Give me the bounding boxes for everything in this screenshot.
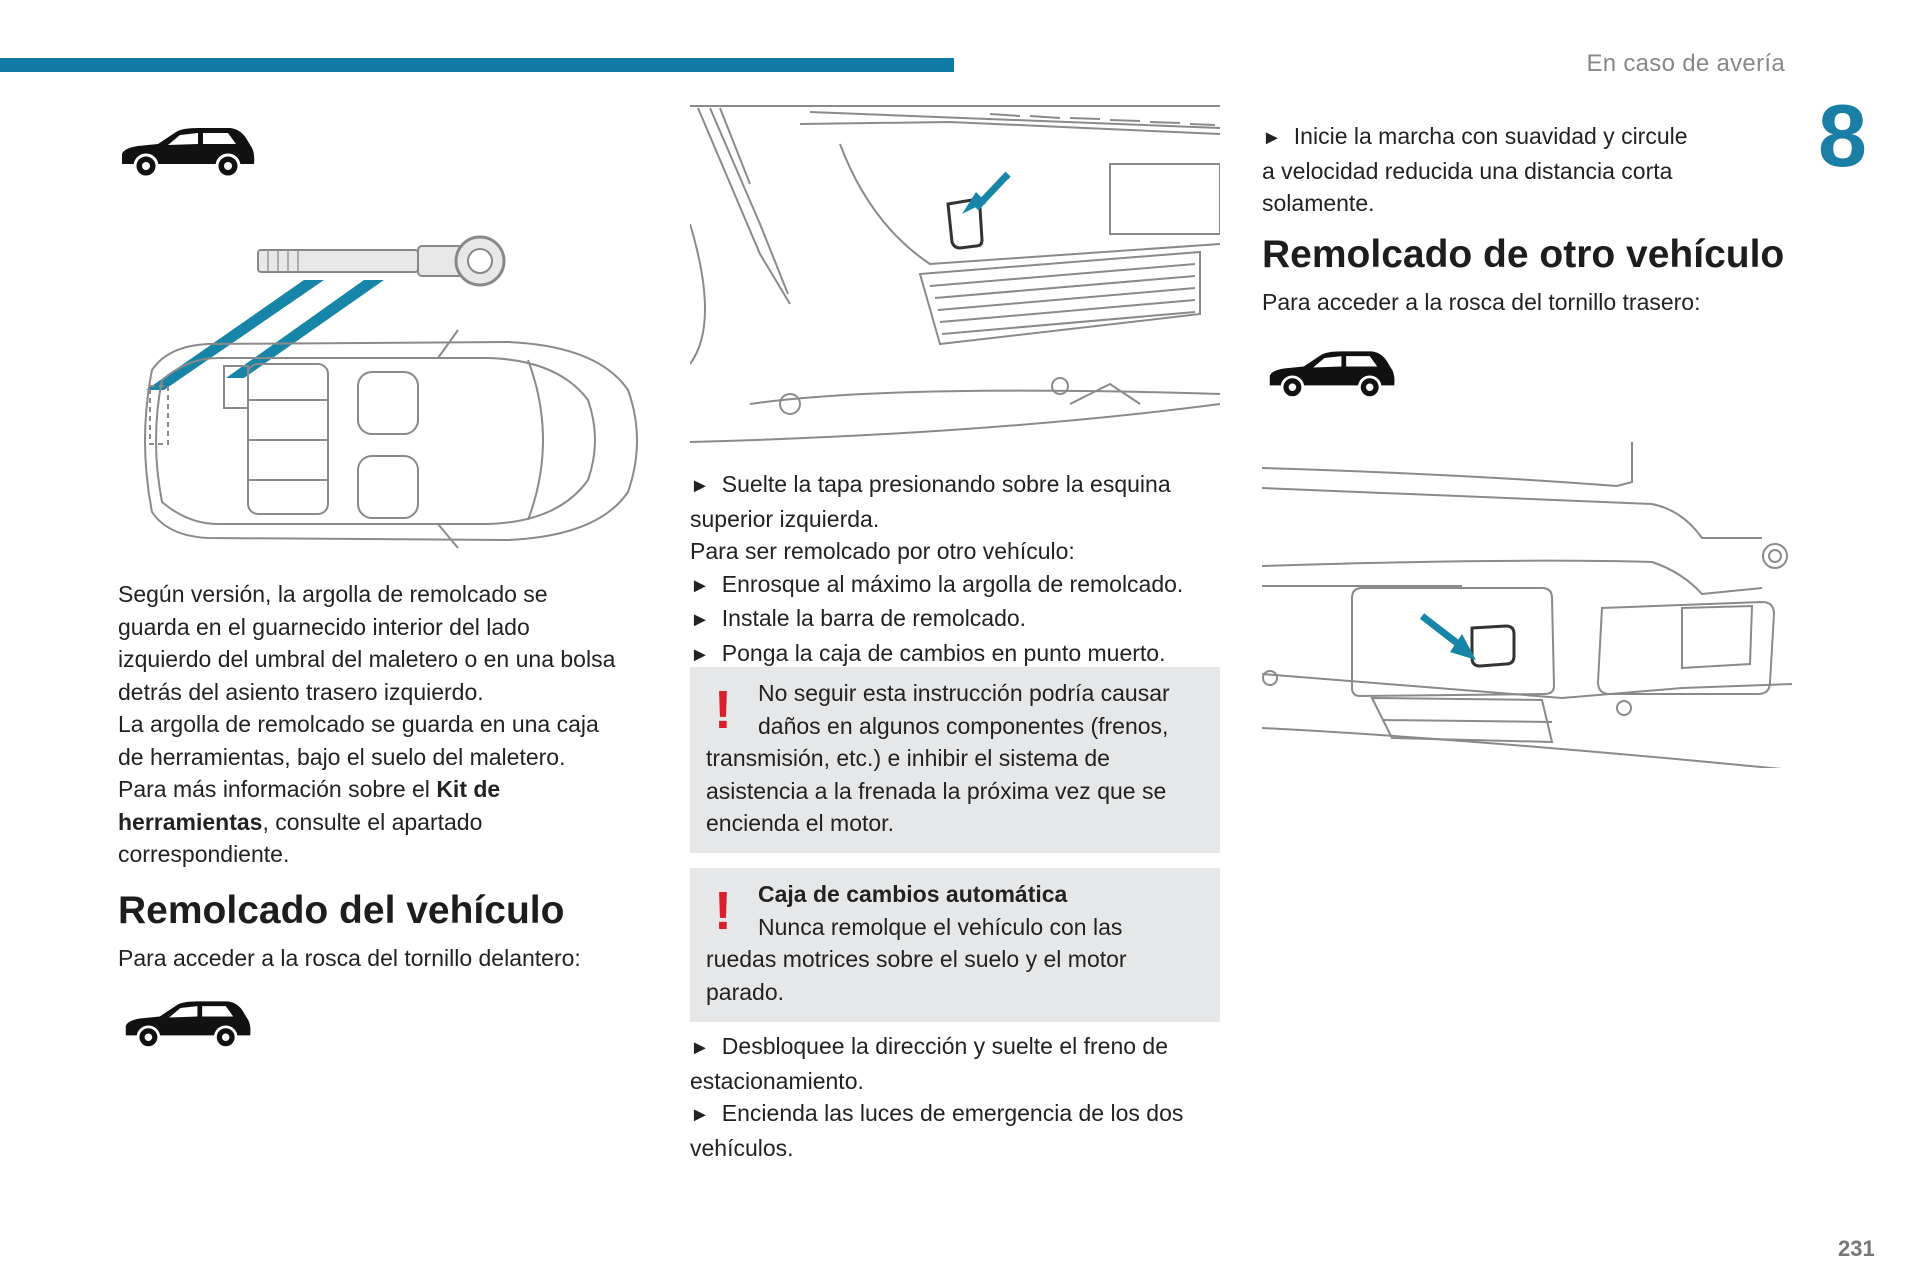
text-line: La argolla de remolcado se guarda en una caja [118, 711, 599, 737]
text-line: parado. [706, 978, 785, 1005]
text-line: solamente. [1262, 190, 1375, 216]
text-line: correspondiente. [118, 841, 290, 867]
tool-kit-link-text: Kit de [436, 776, 501, 802]
section-title: En caso de avería [1586, 50, 1785, 77]
text-line: detrás del asiento trasero izquierdo. [118, 678, 484, 705]
front-screw-intro: Para acceder a la rosca del tornillo delantero: [118, 945, 581, 971]
heading-towing-vehicle: Remolcado del vehículo [118, 889, 565, 932]
text-line: transmisión, etc.) e inhibir el sistema de [706, 745, 1110, 771]
exclamation-icon: ! [714, 680, 732, 740]
text-line: encienda el motor. [706, 810, 894, 836]
tow-eye-storage-text [118, 578, 658, 871]
suv-silhouette-icon [118, 124, 258, 182]
text-line: izquierdo del umbral del maletero o en una bolsa [118, 646, 616, 672]
text-line: Según versión, la argolla de remolcado se [118, 581, 548, 607]
bullet-step: ► Suelte la tapa presionando sobre la esquina [690, 468, 1230, 503]
bullet-step: ► Desbloquee la dirección y suelte el freno de [690, 1030, 1230, 1065]
tool-kit-reference-cont: herramientas, consulte el apartado [118, 808, 483, 835]
page-number: 231 [1838, 1236, 1875, 1261]
text-line: de herramientas, bajo el suelo del maletero. [118, 743, 566, 770]
bullet-step: ► Enrosque al máximo la argolla de remolcado. [690, 568, 1230, 603]
final-steps [690, 1030, 1230, 1164]
text-line: Nunca remolque el vehículo con las [758, 913, 1123, 940]
rear-bumper-cover-illustration [1262, 438, 1792, 768]
tool-kit-link-text: herramientas [118, 808, 263, 835]
drive-off-step [1262, 120, 1782, 220]
exclamation-icon: ! [714, 881, 732, 941]
warning-box-automatic [690, 868, 1220, 1022]
tow-eye-location-illustration [128, 230, 648, 560]
suv-silhouette-icon [1266, 346, 1398, 404]
bullet-step: ► Instale la barra de remolcado. [690, 602, 1230, 637]
warning-title: Caja de cambios automática [758, 881, 1068, 907]
front-bumper-cover-illustration [690, 104, 1220, 452]
bullet-step: ► Ponga la caja de cambios en punto muerto. [690, 637, 1230, 672]
text-line: a velocidad reducida una distancia corta [1262, 157, 1673, 184]
bullet-step: ► Encienda las luces de emergencia de los dos [690, 1097, 1230, 1132]
text-line: daños en algunos componentes (frenos, [758, 712, 1169, 739]
text-line: superior izquierda. [690, 505, 880, 532]
bullet-step: ► Inicie la marcha con suavidad y circule [1262, 120, 1782, 155]
text-line: guarda en el guarnecido interior del lado [118, 613, 530, 640]
suv-silhouette-icon [122, 996, 254, 1054]
towed-intro: Para ser remolcado por otro vehículo: [690, 538, 1075, 564]
text-line: vehículos. [690, 1134, 794, 1161]
text-line: asistencia a la frenada la próxima vez que se [706, 777, 1167, 804]
chapter-number: 8 [1818, 86, 1867, 185]
text-line: estacionamiento. [690, 1067, 864, 1094]
text-line: ruedas motrices sobre el suelo y el motor [706, 946, 1127, 972]
heading-towing-other-vehicle: Remolcado de otro vehículo [1262, 233, 1785, 276]
text-line: No seguir esta instrucción podría causar [758, 680, 1170, 706]
header-accent-bar [0, 58, 954, 72]
tool-kit-reference: Para más información sobre el Kit de [118, 776, 501, 802]
warning-box-neutral [690, 667, 1220, 853]
cover-release-steps [690, 468, 1230, 671]
rear-screw-intro: Para acceder a la rosca del tornillo trasero: [1262, 289, 1701, 315]
